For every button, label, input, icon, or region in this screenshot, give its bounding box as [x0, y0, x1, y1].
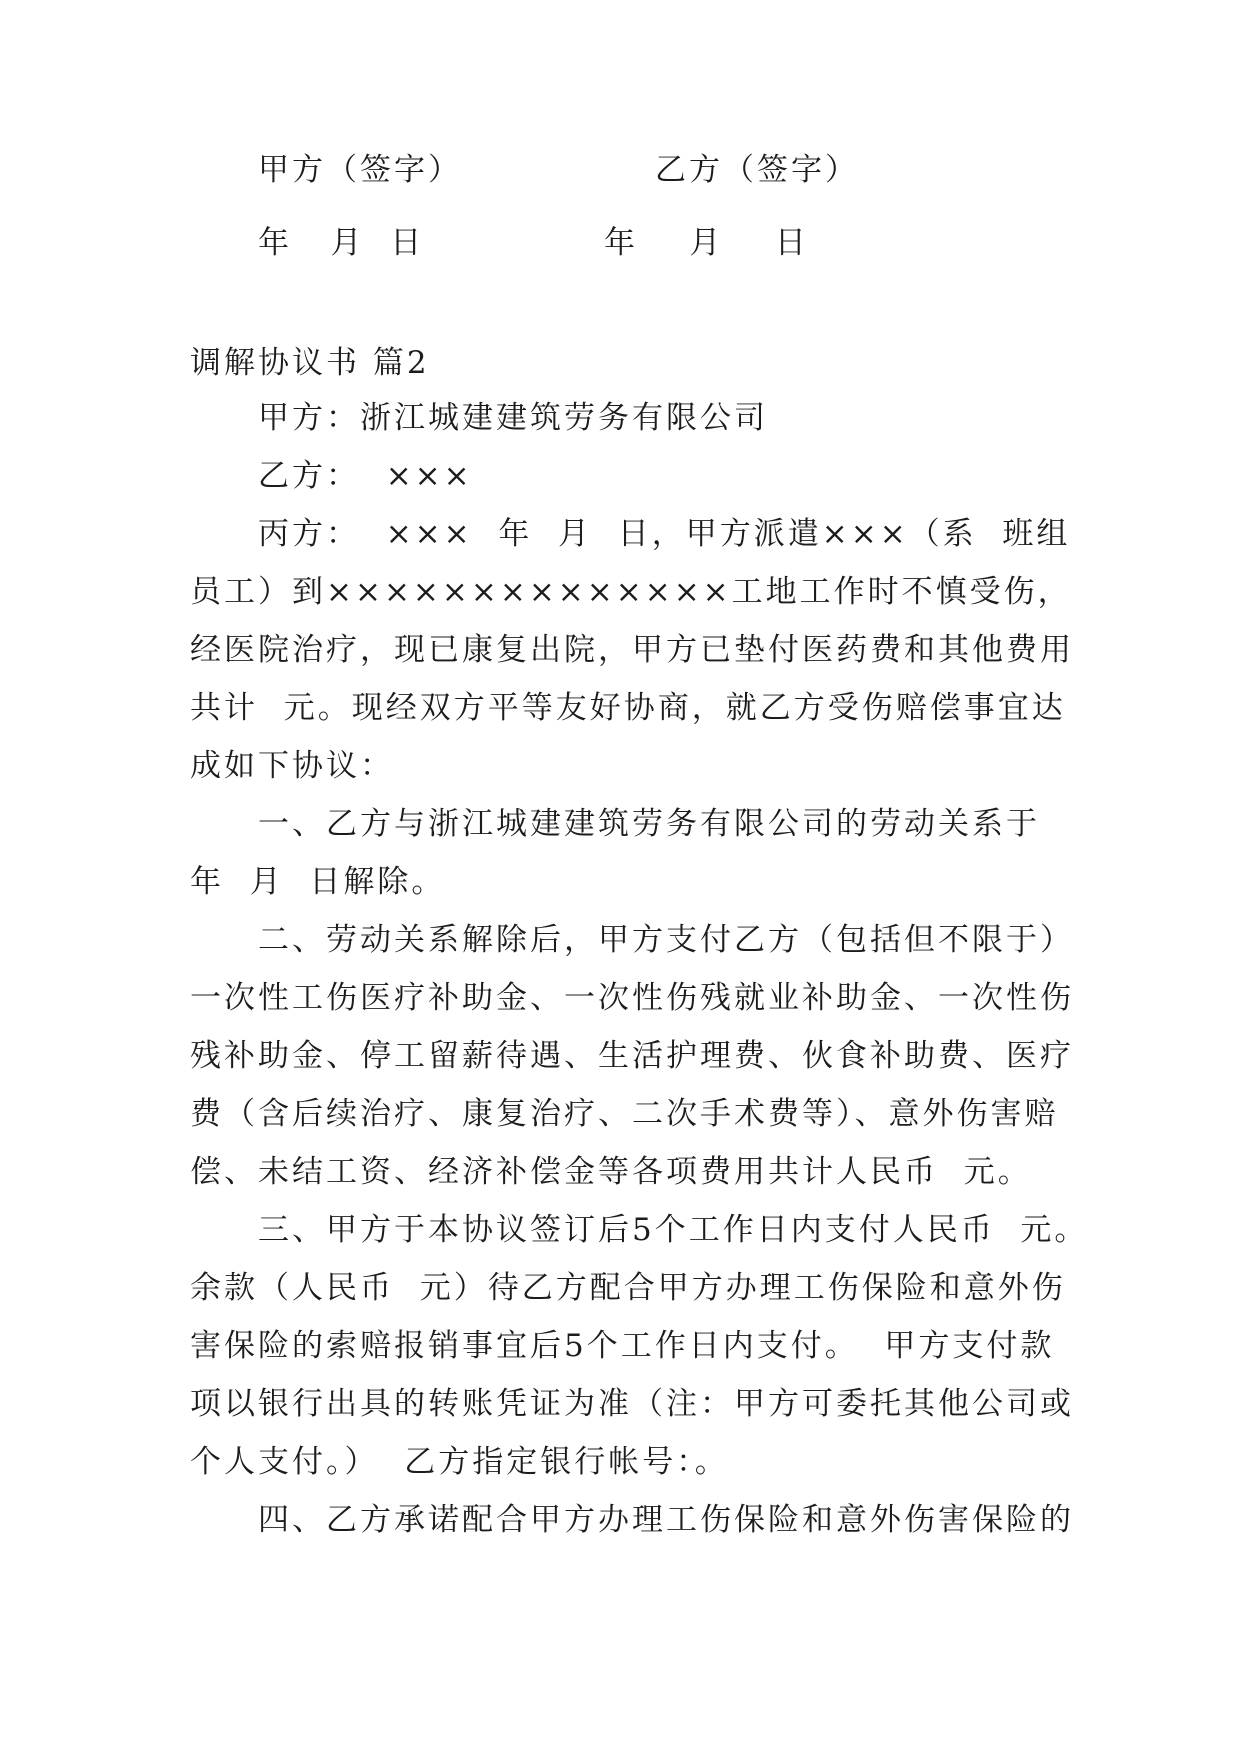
section-title: 调解协议书 篇2: [190, 345, 430, 381]
body-line: 经医院治疗，现已康复出院，甲方已垫付医药费和其他费用: [190, 632, 1074, 668]
body-line: 偿、未结工资、经济补偿金等各项费用共计人民币 元。: [190, 1154, 1032, 1190]
party-a-date-line: 年 月 日: [258, 225, 425, 261]
party-a-signature-label: 甲方（签字）: [258, 152, 462, 188]
party-b-line: 乙方： ×××: [258, 458, 473, 494]
body-line: 成如下协议：: [190, 748, 394, 784]
body-line: 员工）到××××××××××××××工地工作时不慎受伤，: [190, 574, 1072, 610]
body-line: 余款（人民币 元）待乙方配合甲方办理工伤保险和意外伤: [190, 1270, 1066, 1306]
body-line: 项以银行出具的转账凭证为准（注：甲方可委托其他公司或: [190, 1386, 1074, 1422]
body-line: 个人支付。） 乙方指定银行帐号：。: [190, 1444, 729, 1480]
body-line: 害保险的索赔报销事宜后5个工作日内支付。 甲方支付款: [190, 1328, 1055, 1364]
party-b-date-line: 年 月 日: [604, 225, 809, 261]
party-b-signature-label: 乙方（签字）: [655, 152, 859, 188]
body-line: 费（含后续治疗、康复治疗、二次手术费等）、意外伤害赔: [190, 1096, 1059, 1132]
body-line: 残补助金、停工留薪待遇、生活护理费、伙食补助费、医疗: [190, 1038, 1074, 1074]
party-a-line: 甲方：浙江城建建筑劳务有限公司: [258, 400, 768, 436]
body-line: 年 月 日解除。: [190, 864, 446, 900]
clause-three-line: 三、甲方于本协议签订后5个工作日内支付人民币 元。: [258, 1212, 1089, 1248]
body-line: 一次性工伤医疗补助金、一次性伤残就业补助金、一次性伤: [190, 980, 1074, 1016]
clause-four-line: 四、乙方承诺配合甲方办理工伤保险和意外伤害保险的: [258, 1502, 1074, 1538]
party-c-line: 丙方： ××× 年 月 日，甲方派遣×××（系 班组: [258, 516, 1071, 552]
clause-two-line: 二、劳动关系解除后，甲方支付乙方（包括但不限于）: [258, 922, 1074, 958]
body-line: 共计 元。现经双方平等友好协商，就乙方受伤赔偿事宜达: [190, 690, 1066, 726]
clause-one-line: 一、乙方与浙江城建建筑劳务有限公司的劳动关系于: [258, 806, 1040, 842]
